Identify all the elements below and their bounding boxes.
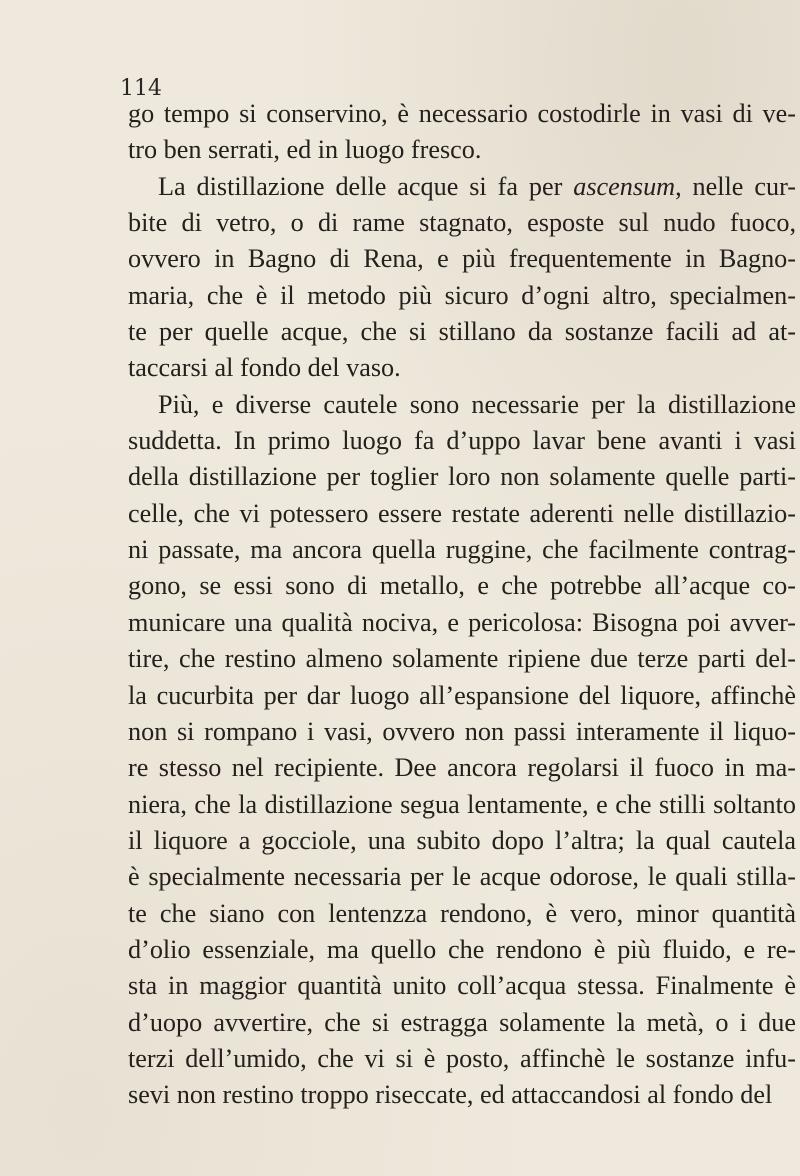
text-line: tro ben serrati, ed in luogo fresco. [128, 135, 482, 165]
text-line: te che siano con lentenzza rendono, è vero, minor quantità [128, 898, 796, 928]
text-line: non si rompano i vasi, ovvero non passi interamente il liquo- [128, 716, 796, 746]
page-number: 114 [120, 76, 162, 101]
text-line: niera, che la distillazione segua lentamente, e che stilli soltanto [128, 789, 796, 819]
body-text [128, 96, 796, 1114]
text-line: d’uopo avvertire, che si estragga solamente la metà, o i due [128, 1007, 796, 1037]
text-line: maria, che è il metodo più sicuro d’ogni altro, specialmen- [128, 280, 796, 310]
text-line: d’olio essenziale, ma quello che rendono è più fluido, e re- [128, 934, 796, 964]
text-line: ni passate, ma ancora quella ruggine, che facilmente contrag- [128, 535, 796, 565]
text-line: della distillazione per toglier loro non solamente quelle parti- [128, 462, 796, 492]
text-line: celle, che vi potessero essere restate aderenti nelle distillazio- [128, 498, 796, 528]
text-line: è specialmente necessaria per le acque odorose, le quali stilla- [128, 862, 796, 892]
text-line: te per quelle acque, che si stillano da sostanze facili ad at- [128, 317, 796, 347]
text-line: municare una qualità nociva, e pericolosa: Bisogna poi avver- [128, 607, 796, 637]
text-line: re stesso nel recipiente. Dee ancora regolarsi il fuoco in ma- [128, 753, 796, 783]
text-line: gono, se essi sono di metallo, e che potrebbe all’acque co- [128, 571, 796, 601]
text-line: sevi non restino troppo riseccate, ed attaccandosi al fondo del [128, 1080, 773, 1110]
text-line: suddetta. In primo luogo fa d’uppo lavar bene avanti i vasi [128, 426, 796, 456]
text-line: la cucurbita per dar luogo all’espansione del liquore, affinchè [128, 680, 796, 710]
text-line: sta in maggior quantità unito coll’acqua stessa. Finalmente è [128, 971, 796, 1001]
text-line: tire, che restino almeno solamente ripiene due terze parti del- [128, 644, 796, 674]
text-line: go tempo si conservino, è necessario costodirle in vasi di ve- [128, 99, 796, 128]
text-line: terzi dell’umido, che vi si è posto, affinchè le sostanze infu- [128, 1043, 796, 1073]
text-line: bite di vetro, o di rame stagnato, esposte sul nudo fuoco, [128, 208, 796, 238]
text-line: Più, e diverse cautele sono necessarie per la distillazione [158, 389, 796, 419]
text-line: La distillazione delle acque si fa per ascensum, nelle cur- [158, 171, 796, 201]
text-line: taccarsi al fondo del vaso. [128, 353, 401, 383]
text-line: ovvero in Bagno di Rena, e più frequentemente in Bagno- [128, 244, 796, 274]
italic-term: ascensum [573, 171, 676, 201]
text-line: il liquore a gocciole, una subito dopo l’altra; la qual cautela [128, 825, 796, 855]
